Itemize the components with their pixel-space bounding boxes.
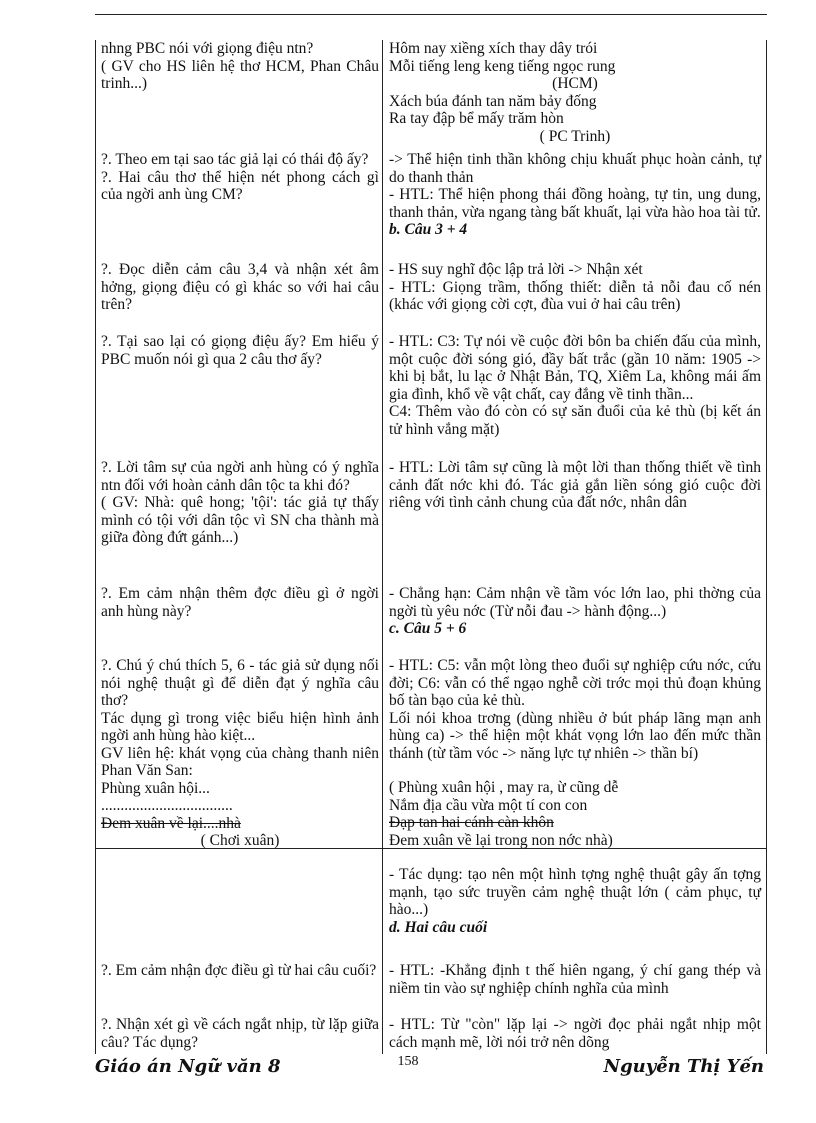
poem-source: (HCM) <box>552 75 598 92</box>
question: ?. Lời tâm sự của ngời anh hùng có ý nghĩa ntn đối với hoàn cảnh dân tộc ta khi đó? <box>101 459 379 494</box>
answer: - HTL: C5: vẫn một lòng theo đuổi sự nghiệp cứu nớc, cứu đời; C6: vẫn có thể ngạo nghễ cời trớc mọi thủ đoạn khủng bố tàn bạo của kẻ thù. <box>389 657 761 709</box>
student-cell <box>389 962 761 997</box>
ellipsis-line: .................................. <box>101 797 233 814</box>
student-cell <box>389 657 761 936</box>
poem-source: ( Chơi xuân) <box>200 832 280 849</box>
paragraph: ( GV cho HS liên hệ thơ HCM, Phan Châu trinh...) <box>101 57 379 92</box>
question: ?. Đọc diễn cảm câu 3,4 và nhận xét âm hởng, giọng điệu có gì khác so với hai câu trên? <box>101 261 379 313</box>
table-column-divider <box>382 40 383 1054</box>
question: ?. Em cảm nhận thêm đợc điều gì ở ngời anh hùng này? <box>101 585 379 620</box>
poem-line: Phùng xuân hội... <box>101 779 210 797</box>
section-heading: d. Hai câu cuối <box>389 918 488 936</box>
student-cell <box>389 40 761 145</box>
answer: Lối nói khoa trơng (dùng nhiều ở bút pháp lãng mạn anh hùng ca) -> thể hiện một khát vọng lớn lao đến mức thần thánh (từ tầm vóc -> năng lực tự nhiên -> thần bí) <box>389 709 761 762</box>
teacher-cell <box>101 261 379 314</box>
teacher-cell <box>101 962 379 980</box>
teacher-cell <box>101 333 379 368</box>
answer: - Tác dụng: tạo nên một hình tợng nghệ thuật gây ấn tợng mạnh, tạo sức truyền cảm nghệ thuật lớn ( cảm phục, tự hào...) <box>389 866 761 918</box>
answer: - HTL: Lời tâm sự cũng là một lời than thống thiết về tình cảnh đất nớc khi đó. Tác giả gắn liền sóng gió cuộc đời riêng với tình cảnh chung của đất nớc, nhân dân <box>389 459 761 511</box>
footer-book-title: Giáo án Ngữ văn 8 <box>95 1056 281 1077</box>
answer: - HTL: Từ "còn" lặp lại -> ngời đọc phải ngắt nhịp một cách mạnh mẽ, lời nói trở nên dõng <box>389 1016 761 1051</box>
question: ?. Theo em tại sao tác giả lại có thái độ ấy? <box>101 151 369 168</box>
teacher-cell <box>101 585 379 620</box>
poem-line: Mỗi tiếng leng keng tiếng ngọc rung <box>389 57 616 75</box>
header-rule <box>95 14 767 15</box>
question: Tác dụng gì trong việc biểu hiện hình ảnh ngời anh hùng hào kiệt... <box>101 709 379 744</box>
answer: - HTL: -Khẳng định t thế hiên ngang, ý chí gang thép và niềm tin vào sự nghiệp chính nghĩa của mình <box>389 962 761 997</box>
section-heading: b. Câu 3 + 4 <box>389 221 468 238</box>
poem-line: Hôm nay xiềng xích thay dây trói <box>389 40 598 57</box>
teacher-note: GV liên hệ: khát vọng của chàng thanh niên Phan Văn San: <box>101 744 379 779</box>
teacher-cell <box>101 1016 379 1051</box>
question: ?. Em cảm nhận đợc điều gì từ hai câu cuối? <box>101 962 377 979</box>
page-number: 158 <box>397 1054 419 1069</box>
teacher-cell <box>101 459 379 547</box>
answer: - HTL: C3: Tự nói về cuộc đời bôn ba chiến đấu của mình, một cuộc đời sóng gió, đầy bất trắc (gần 10 năm: 1905 -> khi bị bắt, lu lạc ở Nhật Bản, TQ, Xiêm La, không mái ấm gia đình, khổ về vật chất, cay đắng về tinh thần... <box>389 333 761 403</box>
poem-line: Đem xuân về lại trong non nớc nhà) <box>389 831 613 849</box>
poem-line: Đạp tan hai cánh càn khôn <box>389 814 554 831</box>
footer-author: Nguyễn Thị Yến <box>603 1056 764 1077</box>
question: ?. Hai câu thơ thể hiện nét phong cách gì của ngời anh ùng CM? <box>101 168 379 203</box>
student-cell <box>389 459 761 512</box>
answer: - HTL: Thể hiện phong thái đồng hoàng, tự tin, ung dung, thanh thản, vừa ngang tàng bất khuất, lại vừa hào hoa tài tử. <box>389 186 761 221</box>
student-cell <box>389 585 761 638</box>
student-cell <box>389 261 761 314</box>
answer: -> Thể hiện tinh thần không chịu khuất phục hoàn cảnh, tự do thanh thản <box>389 151 761 186</box>
poem-line: Xách búa đánh tan năm bảy đống <box>389 92 597 110</box>
student-cell <box>389 1016 761 1054</box>
teacher-cell <box>101 151 379 204</box>
poem-line: ( Phùng xuân hội , may ra, ừ cũng dễ <box>389 779 619 796</box>
teacher-cell <box>101 40 379 93</box>
answer: - HS suy nghĩ độc lập trả lời -> Nhận xét <box>389 261 643 278</box>
teacher-note: ( GV: Nhà: quê hong; 'tội': tác giả tự thấy mình có tội với dân tộc vì SN cha thành mà giữa đòng đứt gánh...) <box>101 494 379 546</box>
poem-line: Đem xuân về lại....nhà <box>101 814 241 832</box>
student-cell <box>389 333 761 438</box>
question: ?. Tại sao lại có giọng điệu ấy? Em hiểu ý PBC muốn nói gì qua 2 câu thơ ấy? <box>101 333 379 368</box>
poem-source: ( PC Trinh) <box>539 127 611 145</box>
student-cell <box>389 151 761 239</box>
answer: - HTL: Giọng trầm, thống thiết: diễn tả nỗi đau cố nén (khác với giọng cời cợt, đùa vui ở hai câu trên) <box>389 278 761 313</box>
answer: C4: Thêm vào đó còn có sự săn đuổi của kẻ thù (bị kết án tử hình vắng mặt) <box>389 403 761 438</box>
poem-line: Ra tay đập bể mấy trăm hòn <box>389 110 564 127</box>
answer: - Chẳng hạn: Cảm nhận về tầm vóc lớn lao, phi thờng của ngời tù yêu nớc (Từ nỗi đau -> hành động...) <box>389 585 761 620</box>
section-heading: c. Câu 5 + 6 <box>389 620 467 637</box>
teacher-cell <box>101 657 379 850</box>
table-border-right <box>766 40 767 1054</box>
table-border-left <box>95 40 96 1054</box>
lesson-table <box>95 40 767 1054</box>
paragraph: nhng PBC nói với giọng điệu ntn? <box>101 40 314 57</box>
poem-line: Nắm địa cầu vừa một tí con con <box>389 796 588 814</box>
question: ?. Nhận xét gì về cách ngắt nhịp, từ lặp giữa câu? Tác dụng? <box>101 1016 379 1051</box>
question: ?. Chú ý chú thích 5, 6 - tác giả sử dụng nối nói nghệ thuật gì để diễn đạt ý nghĩa câu thơ? <box>101 657 379 709</box>
